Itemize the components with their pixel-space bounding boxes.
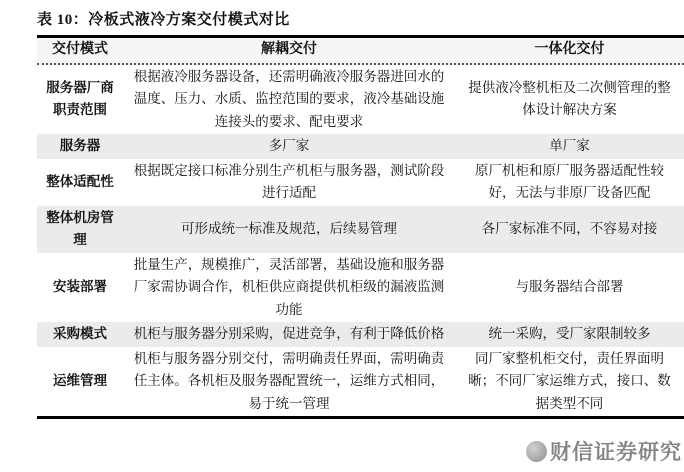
table-header-row bbox=[37, 38, 684, 65]
decoupled-cell: 可形成统一标准及规范，后续易管理 bbox=[181, 220, 397, 236]
row-label-cell: 整体机房管理 bbox=[46, 209, 114, 247]
delivery-mode-comparison-table bbox=[37, 35, 684, 419]
decoupled-cell: 根据液冷服务器设备，还需明确液冷服务器进回水的温度、压力、水质、监控范围的要求，液冷基础设施连接头的要求、配电要求 bbox=[133, 68, 445, 129]
decoupled-cell: 批量生产，规模推广，灵活部署，基础设施和服务器厂家需协调合作，机柜供应商提供机柜级的漏液监测功能 bbox=[133, 256, 445, 317]
row-label-cell: 服务器厂商职责范围 bbox=[46, 79, 114, 118]
header-integrated-delivery: 一体化交付 bbox=[534, 42, 605, 57]
decoupled-cell: 机柜与服务器分别交付，需明确责任界面，需明确责任主体。各机柜及服务器配置统一，运维方式相同，易于统一管理 bbox=[133, 350, 445, 411]
row-label-cell: 安装部署 bbox=[53, 279, 107, 294]
row-label-cell: 运维管理 bbox=[53, 373, 107, 388]
integrated-cell: 原厂机柜和原厂服务器适配性较好，无法与非原厂设备匹配 bbox=[475, 162, 664, 200]
row-label-cell: 采购模式 bbox=[53, 326, 107, 341]
decoupled-cell: 机柜与服务器分别采购，促进竞争，有利于降低价格 bbox=[133, 326, 445, 341]
table-row bbox=[37, 206, 684, 253]
watermark-text: 财信证券研究 bbox=[550, 440, 682, 464]
watermark-logo-icon bbox=[526, 441, 547, 462]
integrated-cell: 各厂家标准不同，不容易对接 bbox=[481, 220, 658, 236]
header-decoupled-delivery: 解耦交付 bbox=[261, 42, 317, 57]
table-row bbox=[37, 322, 684, 347]
table-title: 表 10：冷板式液冷方案交付模式对比 bbox=[37, 12, 290, 28]
table-row bbox=[37, 347, 684, 417]
watermark bbox=[526, 436, 682, 466]
table-row bbox=[37, 134, 684, 159]
integrated-cell: 单厂家 bbox=[549, 138, 590, 153]
table-row bbox=[37, 65, 684, 135]
integrated-cell: 统一采购，受厂家限制较多 bbox=[488, 326, 651, 341]
integrated-cell: 同厂家整机柜交付，责任界面明晰；不同厂家运维方式，接口、数据类型不同 bbox=[468, 350, 671, 411]
header-delivery-mode: 交付模式 bbox=[52, 42, 108, 57]
decoupled-cell: 根据既定接口标准分别生产机柜与服务器，测试阶段进行适配 bbox=[133, 162, 445, 200]
integrated-cell: 与服务器结合部署 bbox=[515, 279, 624, 294]
table-row bbox=[37, 159, 684, 206]
decoupled-cell: 多厂家 bbox=[268, 138, 310, 153]
integrated-cell: 提供液冷整机柜及二次侧管理的整体设计解决方案 bbox=[468, 79, 671, 118]
table-row bbox=[37, 253, 684, 323]
row-label-cell: 服务器 bbox=[59, 138, 101, 153]
row-label-cell: 整体适配性 bbox=[46, 173, 114, 189]
table-body bbox=[37, 65, 684, 417]
